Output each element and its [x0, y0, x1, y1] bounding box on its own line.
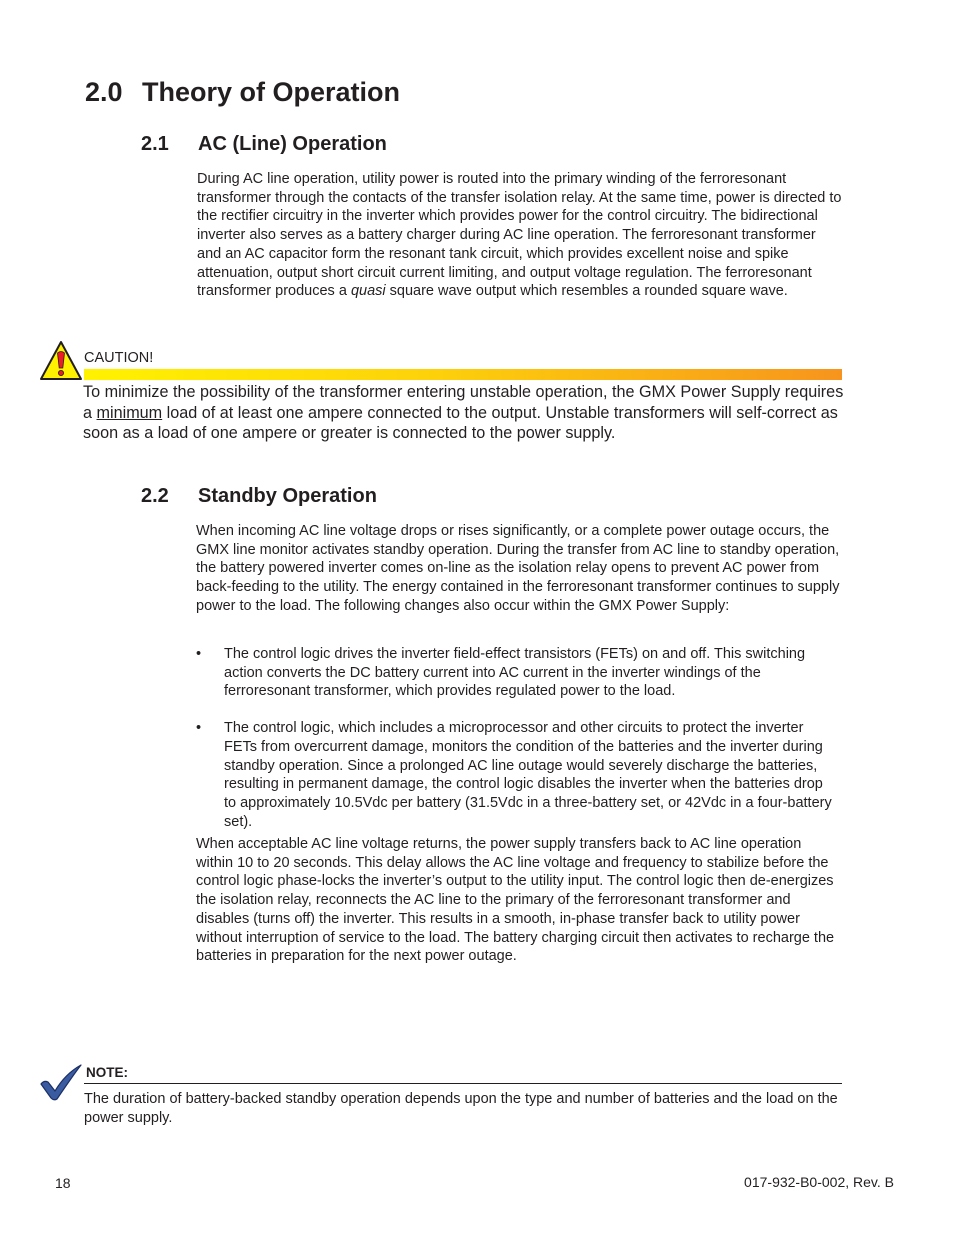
list-item: [196, 719, 836, 831]
section-title: Standby Operation: [198, 485, 377, 507]
ac-operation-paragraph: [197, 170, 842, 301]
section-title: AC (Line) Operation: [198, 133, 387, 155]
ac-text-post: square wave output which resembles a rounded square wave.: [385, 283, 788, 300]
caution-bar: [84, 369, 842, 380]
section-2-1-heading: [141, 132, 387, 156]
caution-text-pre: To minimize the possibility of the transformer entering unstable operation, the GMX Power Supply requires a: [83, 383, 844, 422]
bullet-icon: •: [196, 646, 202, 662]
page-number: 18: [55, 1175, 71, 1191]
caution-text: [83, 382, 845, 444]
caution-text-underline: minimum: [96, 403, 163, 422]
note-divider: [84, 1083, 842, 1084]
section-number: 2.2: [141, 485, 169, 507]
caution-text-post: load of at least one ampere connected to the output. Unstable transformers will self-correct as soon as a load of one ampere or greater is connected to the power supply.: [83, 403, 838, 442]
ac-text-italic: quasi: [350, 283, 386, 300]
section-2-0-heading: [85, 76, 400, 108]
section-title: Theory of Operation: [142, 77, 401, 107]
caution-label: CAUTION!: [84, 350, 154, 366]
section-2-2-heading: [141, 484, 377, 508]
note-label: NOTE:: [86, 1065, 128, 1080]
standby-intro-paragraph: When incoming AC line voltage drops or rises significantly, or a complete power outage occurs, the GMX line monitor activates standby operation. During the transfer from AC line to standby operation, the battery powered inverter comes on-line as the isolation relay opens to prevent AC power from back-feeding to the utility. The energy contained in the ferroresonant transformer continues to supply power to the load. The following changes also occur within the GMX Power Supply:: [196, 523, 840, 614]
list-item: [196, 645, 836, 701]
section-number: 2.1: [141, 133, 169, 155]
document-id: 017-932-B0-002, Rev. B: [744, 1174, 894, 1190]
bullet-icon: •: [196, 720, 202, 737]
standby-bullet-list: [196, 645, 836, 845]
standby-closing-paragraph: When acceptable AC line voltage returns, the power supply transfers back to AC line operation within 10 to 20 seconds. This delay allows the AC line voltage and frequency to stabilize before the control logic phase-locks the inverter’s output to the utility input. The control logic then de-energizes the isolation relay, reconnects the AC line to the primary of the ferroresonant transformer and disables (turns off) the inverter. This results in a smooth, in-phase transfer back to utility power without interruption of service to the load. The battery charging circuit then activates to recharge the batteries in preparation for the next power outage.: [196, 836, 835, 965]
warning-triangle-icon: [38, 339, 84, 382]
section-number: 2.0: [85, 77, 123, 107]
note-text: The duration of battery-backed standby operation depends upon the type and number of batteries and the load on the power supply.: [84, 1091, 838, 1126]
ac-text-pre: During AC line operation, utility power is routed into the primary winding of the ferroresonant transformer through the contacts of the transfer isolation relay. At the same time, power is directed to the rectifier circuitry in the inverter which provides power for the control circuitry. The bidirectional inverter also serves as a battery charger during AC line operation. The ferroresonant transformer and an AC capacitor form the resonant tank circuit, which provides excellent noise and spike attenuation, output short circuit current limiting, and output voltage regulation. The ferroresonant transformer produces a: [197, 171, 842, 300]
bullet-text: The control logic, which includes a microprocessor and other circuits to protect the inverter FETs from overcurrent damage, monitors the condition of the batteries and the inverter during standby operation. Since a prolonged AC line outage would severely discharge the batteries, resulting in permanent damage, the control logic disables the inverter when the batteries drop to approximately 10.5Vdc per battery (31.5Vdc in a three-battery set, or 42Vdc in a four-battery set).: [224, 720, 832, 830]
bullet-text: The control logic drives the inverter field-effect transistors (FETs) on and off. This switching action converts the DC battery current into AC current in the inverter windings of the ferroresonant transformer, which provides regulated power to the load.: [224, 646, 806, 700]
checkmark-icon: [38, 1062, 84, 1102]
